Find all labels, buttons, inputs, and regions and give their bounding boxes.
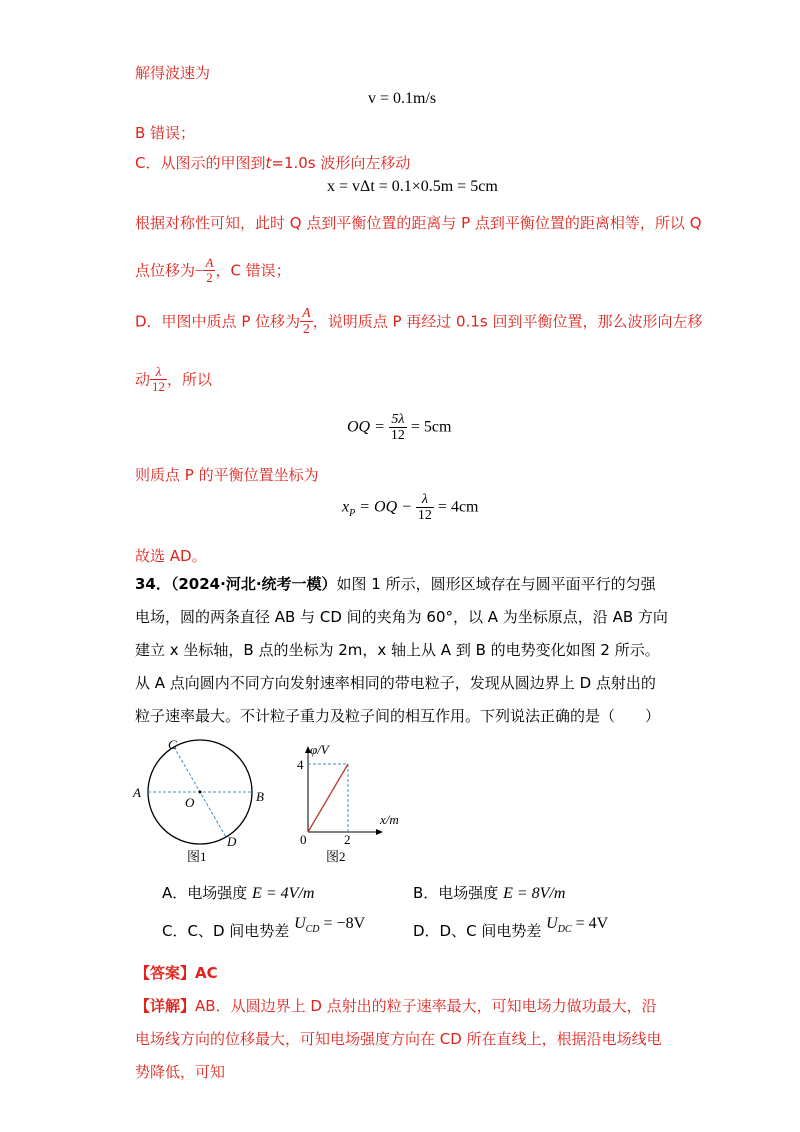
solution-line-move: 动 $\frac{\lambda}{12}$ ，所以 bbox=[135, 364, 213, 395]
solution-line-coordinate: 则质点 P 的平衡位置坐标为 bbox=[135, 466, 319, 484]
answer: 【答案】AC bbox=[135, 964, 218, 982]
y-tick-4: 4 bbox=[297, 757, 304, 772]
question-text: 如图 1 所示，圆形区域存在与圆平面平行的匀强电场，圆的两条直径 AB 与 CD 间的夹角为 60°，以 A 为坐标原点，沿 AB 方向建立 x 坐标轴，B 点的坐标为 2m，x 轴上从 A 到 B 的电势变化如图 2 所示。从 A 点向圆内不同方向发射速率相同的带电粒子，发现从圆边界上 D 点射出的粒子速率最大。不计粒子重力及粒子间的相互作用。下列说法正确的是（ ） bbox=[135, 575, 668, 725]
y-axis-label: φ/V bbox=[310, 742, 329, 757]
x-axis-label: x/m bbox=[380, 812, 399, 827]
solution-line-c: C．从图示的甲图到t=1.0s 波形向左移动 bbox=[135, 154, 411, 172]
solution-line-b-wrong: B 错误； bbox=[135, 124, 196, 142]
option-c[interactable]: C．C、D 间电势差 $U_{CD} = -8V$ bbox=[162, 915, 366, 940]
caption-fig1: 图1 bbox=[187, 849, 207, 864]
caption-fig2: 图2 bbox=[326, 849, 346, 864]
option-a[interactable]: A．电场强度 E = 4V/m bbox=[162, 884, 315, 902]
equation-displacement: x = vΔt = 0.1×0.5m = 5cm bbox=[327, 178, 498, 195]
equation-xp: $x_P$ = OQ − $\frac{\lambda}{12}$ = 4cm bbox=[342, 492, 479, 524]
option-d[interactable]: D．D、C 间电势差 $U_{DC} = 4V$ bbox=[413, 915, 609, 940]
figure-2-potential-graph bbox=[290, 740, 410, 865]
label-a: A bbox=[133, 785, 141, 800]
question-number: 34． bbox=[135, 575, 171, 593]
detail-explanation: 【详解】AB．从圆边界上 D 点射出的粒子速率最大，可知电场力做功最大，沿电场线方向的位移最大，可知电场强度方向在 CD 所在直线上，根据沿电场线电势降低，可知 bbox=[135, 997, 662, 1081]
x-tick-2: 2 bbox=[344, 832, 351, 847]
label-b: B bbox=[256, 789, 264, 804]
question-source: （2024·河北·统考一模） bbox=[170, 575, 337, 593]
solution-line-symmetry: 根据对称性可知，此时 Q 点到平衡位置的距离与 P 点到平衡位置的距离相等，所以 Q bbox=[135, 214, 702, 232]
label-o: O bbox=[185, 795, 195, 810]
solution-line-choose: 故选 AD。 bbox=[135, 547, 207, 565]
solution-line-q-displacement: 点位移为− $\frac{A}{2}$ ，C 错误； bbox=[135, 255, 291, 286]
solution-line-speed: 解得波速为 bbox=[135, 64, 211, 82]
figure-1-circle bbox=[130, 735, 280, 865]
solution-line-d: D．甲图中质点 P 位移为 $\frac{A}{2}$ ，说明质点 P 再经过 0.1s 回到平衡位置，那么波形向左移 bbox=[135, 306, 703, 338]
equation-oq: OQ = $\frac{5\lambda}{12}$ = 5cm bbox=[347, 412, 452, 444]
label-c: C bbox=[168, 737, 177, 752]
label-d: D bbox=[227, 834, 237, 849]
origin-zero: 0 bbox=[300, 832, 307, 847]
equation-wave-speed: v = 0.1m/s bbox=[368, 90, 437, 107]
question-34 bbox=[135, 568, 670, 733]
option-b[interactable]: B．电场强度 E = 8V/m bbox=[413, 884, 566, 902]
